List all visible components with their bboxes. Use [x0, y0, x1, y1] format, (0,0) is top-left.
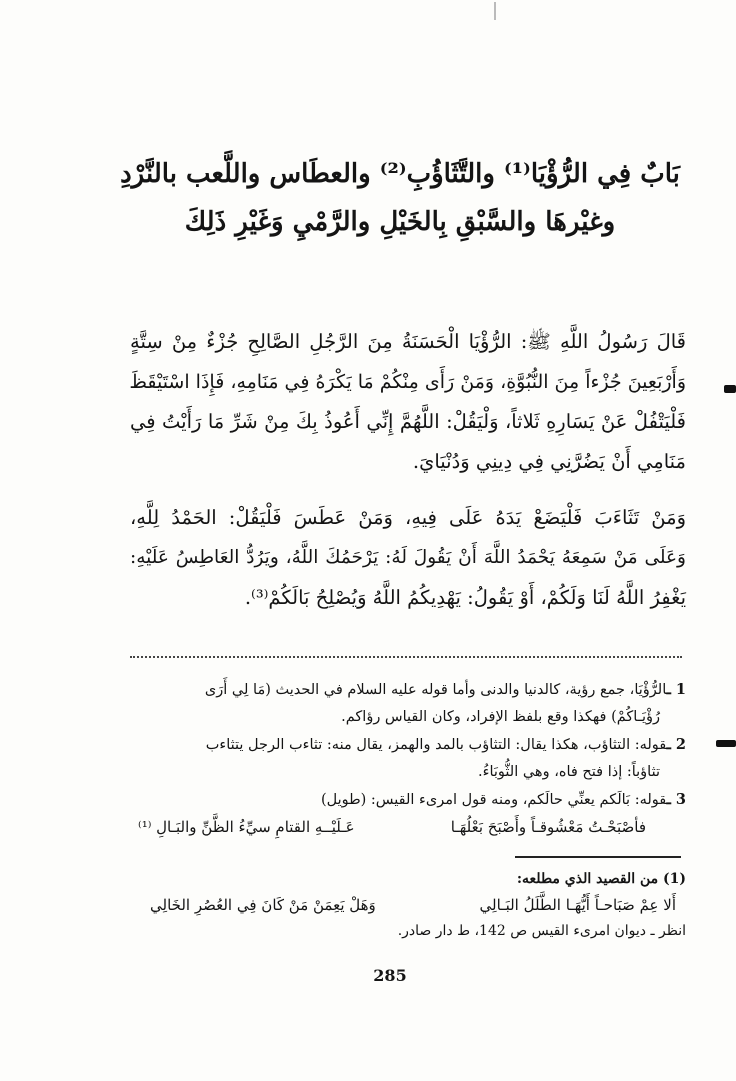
endnote-number: 3 ـ [666, 791, 686, 808]
text-line: يَغْفِرُ اللَّهُ لَنَا وَلَكُمْ، أَوْ يَقُولُ: يَهْدِيكُمُ اللَّهُ وَيُصْلِحُ بَالَكُمْ⁽³⁾. [244, 586, 686, 609]
endnote-text: تثاؤباً: إذا فتح فاه، وهي الثُّوبَاءُ. [478, 764, 660, 780]
verse-hemistich-2: عَـلَيْــهِ القتامِ سيِّءُ الظَّنِّ والبَـالِ ⁽¹⁾ [138, 818, 355, 836]
page-number: 285 [373, 966, 407, 985]
text-line: وَأَرْبَعِينَ جُزْءاً مِنَ النُّبُوَّةِ، وَمَنْ رَأَى مِنْكُمْ مَا يَكْرَهُ فِي مَنَامِهِ، فَإِذَا اسْتَيْقَظَ [129, 371, 686, 393]
verse-hemistich-1: أَلا عِمْ صَبَاحـاً أَيُّهَـا الطَّلَلُ البَـالِي [479, 896, 676, 914]
text-line: قَالَ رَسُولُ اللَّهِ ﷺ: الرُّؤْيَا الْحَسَنَةُ مِنَ الرَّجُلِ الصَّالِحِ جُزْءٌ مِنْ سِتَّةٍ [130, 330, 686, 353]
text-line: وَعَلَى مَنْ سَمِعَهُ يَحْمَدُ اللَّهَ أَنْ يَقُولَ لَهُ: يَرْحَمُكَ اللَّهُ، ويَرُدُّ العَاطِسُ عَلَيْهِ: [130, 547, 686, 568]
text-line: وَمَنْ تَثَاءَبَ فَلْيَضَعْ يَدَهُ عَلَى فِيهِ، وَمَنْ عَطَسَ فَلْيَقُلْ: الحَمْدُ لِلَّهِ، [130, 506, 686, 529]
footnote [150, 866, 686, 944]
paragraph-hadith-dream [130, 322, 686, 482]
footnote-verse [150, 892, 686, 918]
scan-artifact [494, 2, 496, 20]
chapter-title-line-1: بَابٌ فِي الرُّؤْيَا⁽¹⁾ والتَّثَاؤُبِ⁽²⁾ والعطَاس واللَّعب بالنَّرْدِ [120, 159, 680, 189]
endnote-number: 1 ـ [666, 681, 686, 698]
verse-hemistich-2: وَهَلْ يَعِمَنْ مَنْ كَانَ فِي العُصُرِ الخَالِي [150, 896, 376, 914]
chapter-title [120, 150, 680, 246]
endnote-3 [118, 786, 686, 841]
endnote-text: الرُّؤْيَا، جمع رؤية، كالدنيا والدنى وأما قوله عليه السلام في الحديث (مَا لِي أَرَى [204, 682, 667, 698]
paragraph-yawning-sneezing [130, 498, 686, 618]
verse-hemistich-1: فأصْبَحْـتُ مَعْشُوقـاً وأَصْبَحَ بَعْلُهَـا [450, 818, 646, 836]
scan-edge-mark [724, 385, 736, 393]
dotted-separator [130, 656, 682, 658]
scan-edge-mark [716, 740, 736, 747]
endnote-text: قوله: التثاؤب، هكذا يقال: التثاؤب بالمد والهمز، يقال منه: تثاءب الرجل يتثاءب [205, 737, 667, 753]
endnote-2 [118, 731, 686, 786]
endnotes [118, 676, 686, 841]
endnote-number: 2 ـ [666, 736, 686, 753]
footnote-intro: (1) من القصيد الذي مطلعه: [516, 871, 686, 887]
endnote-text: قوله: بَالَكم يعنِّي حالَكم، ومنه قول امرىء القيس: (طويل) [320, 792, 667, 808]
text-line: مَنَامِي أَنْ يَضُرَّنِي فِي دِينِي وَدُنْيَايَ. [412, 450, 686, 473]
poetry-verse [118, 814, 686, 841]
main-text [130, 322, 686, 618]
chapter-title-line-2: وغيْرهَا والسَّبْقِ بِالخَيْلِ والرَّمْيِ وَغَيْرِ ذَلِكَ [184, 207, 616, 237]
endnote-1 [118, 676, 686, 731]
endnote-text: رُؤْيَـاكُمْ) فهكذا وقع بلفظ الإفراد، وكان القياس رؤاكم. [341, 709, 660, 725]
footnote-rule [515, 856, 681, 858]
text-line: فَلْيَتْفُلْ عَنْ يَسَارِهِ ثَلاثاً، وَلْيَقُلْ: اللَّهُمَّ إِنِّي أَعُوذُ بِكَ مِنْ شَرِّ مَا رَأَيْتُ فِي [130, 410, 686, 433]
footnote-reference: انظر ـ ديوان امرىء القيس ص 142، ط دار صادر. [397, 923, 686, 939]
